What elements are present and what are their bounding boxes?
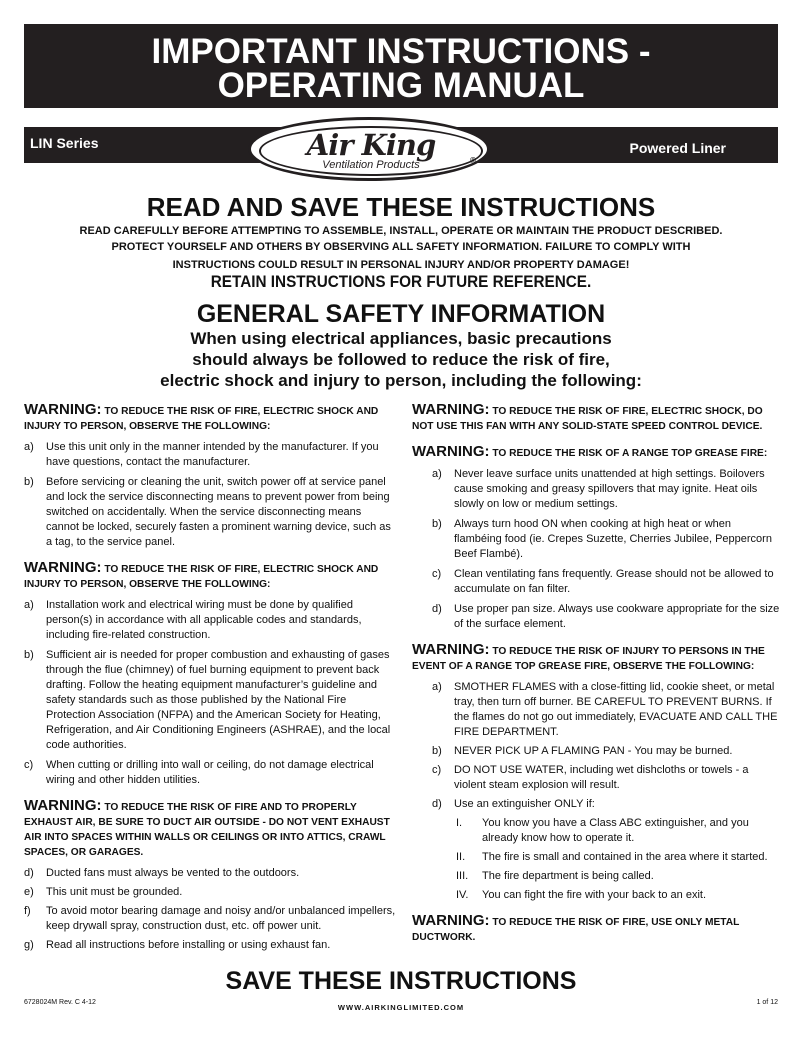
list-item: b) Before servicing or cleaning the unit, switch power off at service panel and lock the service disconnecting means to prevent power from being switched on accidentally. When the service disconnecting means cannot be locked, securely fasten a prominent warning device, such as a tag, to the service panel. <box>24 476 391 548</box>
warning-text: TO REDUCE THE RISK OF FIRE, ELECTRIC SHOCK AND INJURY TO PERSON, OBSERVE THE FOLLOWING: <box>24 406 379 432</box>
notice-line-3: INSTRUCTIONS COULD RESULT IN PERSONAL INJURY AND/OR PROPERTY DAMAGE! <box>172 259 630 271</box>
list-item: b) Sufficient air is needed for proper combustion and exhausting of gases through the flue (chimney) of fuel burning equipment to prevent back drafting. Follow the heating equipment manufacturer’s guideline and safety standards such as those published by the National Fire Protection Association (NFPA) and the American Society for Heating, Refrigeration, and Air Conditioning Engineers (ASHRAE), and the local code authorities. <box>24 649 391 751</box>
list-item: a) Use this unit only in the manner intended by the manufacturer. If you have questions, contact the manufacturer. <box>24 441 379 468</box>
list-item: c) When cutting or drilling into wall or ceiling, do not damage electrical wiring and other hidden utilities. <box>24 759 374 786</box>
read-save-heading: READ AND SAVE THESE INSTRUCTIONS <box>146 192 656 222</box>
left-column <box>24 402 396 963</box>
list-item: g) Read all instructions before installing or using exhaust fan. <box>24 939 331 951</box>
list-item: f) To avoid motor bearing damage and noisy and/or unbalanced impellers, keep drywall spray, construction dust, etc. off power unit. <box>24 905 396 932</box>
warning-heading <box>24 402 396 434</box>
brand-logo <box>248 117 490 181</box>
save-instructions-footer: SAVE THESE INSTRUCTIONS <box>225 967 577 995</box>
intro-line-3: electric shock and injury to person, including the following: <box>160 371 642 390</box>
logo-inner-oval <box>259 126 483 176</box>
warning-label: WARNING: <box>412 401 490 418</box>
list-item: b) Always turn hood ON when cooking at high heat or when flambéing food (ie. Crepes Suzette, Cherries Jubilee, Peppercorn Beef Flambé). <box>432 518 772 560</box>
warning-heading <box>24 560 396 592</box>
series-label: LIN Series <box>30 135 99 151</box>
list-item: I. You know you have a Class ABC extinguisher, and you already know how to operate it. <box>456 817 749 844</box>
warning-label: WARNING: <box>412 443 490 460</box>
warning-heading <box>412 642 780 674</box>
title-line-2: OPERATING MANUAL <box>217 66 585 105</box>
warning-list <box>24 598 396 788</box>
title-bar <box>24 24 778 108</box>
logo-subtitle: Ventilation Products <box>322 159 420 171</box>
logo-name: Air King <box>306 128 436 162</box>
warning-heading <box>24 798 396 860</box>
warning-heading <box>412 913 780 945</box>
warning-list <box>24 440 396 550</box>
notice-line-2: PROTECT YOURSELF AND OTHERS BY OBSERVING ALL SAFETY INFORMATION. FAILURE TO COMPLY WITH <box>111 241 691 253</box>
warning-text: TO REDUCE THE RISK OF FIRE AND TO PROPERLY EXHAUST AIR, BE SURE TO DUCT AIR OUTSIDE - DO NOT VENT EXHAUST AIR INTO SPACES WITHIN WALLS OR CEILINGS OR INTO ATTICS, CRAWL SPACES, OR GARAGES. <box>24 802 390 858</box>
product-label: Powered Liner <box>629 140 726 156</box>
general-safety-heading: GENERAL SAFETY INFORMATION <box>196 300 606 328</box>
warning-text: TO REDUCE THE RISK OF INJURY TO PERSONS IN THE EVENT OF A RANGE TOP GREASE FIRE, OBSERVE THE FOLLOWING: <box>412 646 765 672</box>
list-item: d) Use an extinguisher ONLY if: <box>432 798 595 810</box>
intro-line-1: When using electrical appliances, basic precautions <box>190 329 612 348</box>
warning-label: WARNING: <box>412 641 490 658</box>
list-item: d) Use proper pan size. Always use cookware appropriate for the size of the surface element. <box>432 603 780 630</box>
warning-list <box>412 467 780 632</box>
list-item: IV. You can fight the fire with your back to an exit. <box>456 889 707 901</box>
warning-label: WARNING: <box>24 559 102 576</box>
warning-label: WARNING: <box>24 797 102 814</box>
extinguisher-conditions <box>412 816 780 903</box>
registered-mark: ® <box>470 156 476 165</box>
warning-text: TO REDUCE THE RISK OF FIRE, ELECTRIC SHOCK AND INJURY TO PERSON, OBSERVE THE FOLLOWING: <box>24 564 379 590</box>
warning-label: WARNING: <box>24 401 102 418</box>
read-save-notice <box>0 223 802 273</box>
website-url: WWW.AIRKINGLIMITED.COM <box>337 1003 465 1012</box>
list-item: a) SMOTHER FLAMES with a close-fitting lid, cookie sheet, or metal tray, then turn off burner. BE CAREFUL TO PREVENT BURNS. If the flames do not go out immediately, EVACUATE AND CALL THE FIRE DEPARTMENT. <box>432 681 778 738</box>
general-safety-intro <box>0 328 802 391</box>
right-column <box>412 402 780 951</box>
warning-heading <box>412 444 780 461</box>
notice-line-1: READ CAREFULLY BEFORE ATTEMPTING TO ASSEMBLE, INSTALL, OPERATE OR MAINTAIN THE PRODUCT DESCRIBED. <box>79 225 723 237</box>
document-number: 6728024M Rev. C 4-12 <box>24 999 96 1006</box>
warning-text: TO REDUCE THE RISK OF FIRE, USE ONLY METAL DUCTWORK. <box>412 917 740 943</box>
warning-list <box>412 680 780 812</box>
list-item: II. The fire is small and contained in the area where it started. <box>456 851 768 863</box>
list-item: a) Installation work and electrical wiring must be done by qualified person(s) in accordance with all applicable codes and standards, including fire-related construction. <box>24 599 362 641</box>
retain-notice: RETAIN INSTRUCTIONS FOR FUTURE REFERENCE. <box>210 272 592 291</box>
list-item: a) Never leave surface units unattended at high settings. Boilovers cause smoking and greasy spillovers that may ignite. Heat oils slowly on low or medium settings. <box>432 468 765 510</box>
intro-line-2: should always be followed to reduce the risk of fire, <box>192 350 610 369</box>
list-item: III. The fire department is being called. <box>456 870 654 882</box>
title-line-1: IMPORTANT INSTRUCTIONS - <box>151 32 651 71</box>
warning-heading <box>412 402 780 434</box>
warning-list <box>24 866 396 953</box>
list-item: d) Ducted fans must always be vented to the outdoors. <box>24 867 300 879</box>
warning-label: WARNING: <box>412 912 490 929</box>
list-item: c) DO NOT USE WATER, including wet dishcloths or towels - a violent steam explosion will result. <box>432 764 749 791</box>
list-item: c) Clean ventilating fans frequently. Grease should not be allowed to accumulate on fan filter. <box>432 568 774 595</box>
list-item: e) This unit must be grounded. <box>24 886 183 898</box>
page-number: 1 of 12 <box>756 999 778 1006</box>
warning-text: TO REDUCE THE RISK OF FIRE, ELECTRIC SHOCK, DO NOT USE THIS FAN WITH ANY SOLID-STATE SPEED CONTROL DEVICE. <box>412 406 763 432</box>
list-item: b) NEVER PICK UP A FLAMING PAN - You may be burned. <box>432 745 733 757</box>
warning-text: TO REDUCE THE RISK OF A RANGE TOP GREASE FIRE: <box>492 448 768 459</box>
